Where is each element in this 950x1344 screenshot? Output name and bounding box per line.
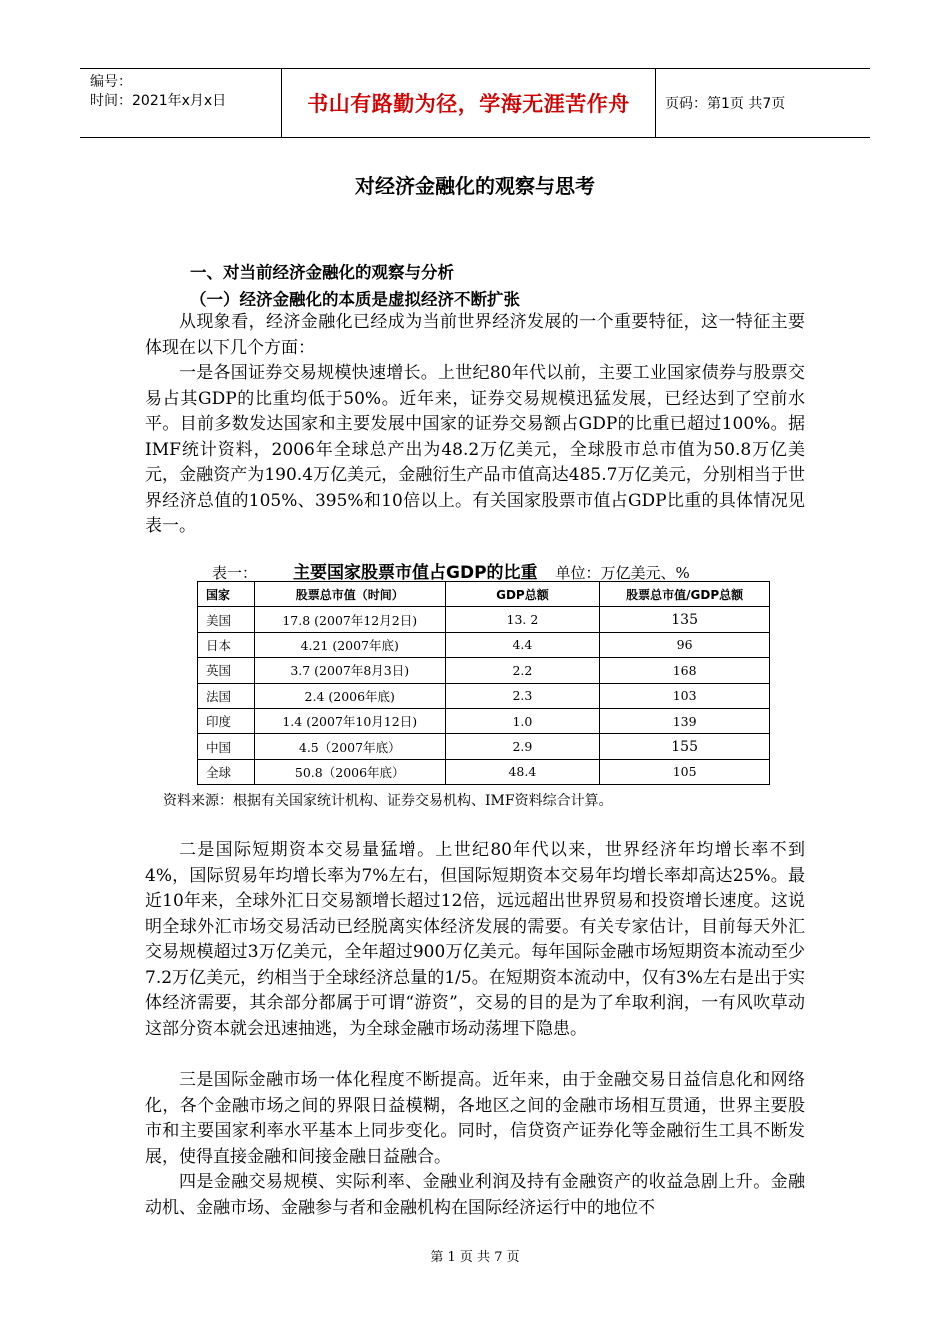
table-cell: 3.7 (2007年8月3日) <box>254 658 445 683</box>
data-table <box>197 581 770 785</box>
table-cell: 103 <box>600 683 770 708</box>
table-cell: 17.8 (2007年12月2日) <box>254 607 445 632</box>
section-heading: 一、对当前经济金融化的观察与分析 <box>190 263 454 282</box>
paragraph-point-1: 一是各国证券交易规模快速增长。上世纪80年代以前，主要工业国家债券与股票交易占其GDP的比重均低于50%。近年来，证券交易规模迅猛发展，已经达到了空前水平。目前多数发达国家和主要发展中国家的证券交易额占GDP的比重已超过100%。据IMF统计资料，2006年全球总产出为48.2万亿美元，全球股市总市值为50.8万亿美元，金融资产为190.4万亿美元，金融衍生产品市值高达485.7万亿美元，分别相当于世界经济总值的105%、395%和10倍以上。有关国家股票市值占GDP比重的具体情况见表一。 <box>145 363 805 536</box>
table-cell: 50.8（2006年底） <box>254 759 445 784</box>
header-meta <box>90 73 280 111</box>
table-row <box>198 759 770 784</box>
table-cell: 2.2 <box>445 658 600 683</box>
table-source: 资料来源：根据有关国家统计机构、证券交易机构、IMF资料综合计算。 <box>163 793 613 809</box>
table-label: 表一： <box>212 564 258 582</box>
table-cell: 印度 <box>198 708 255 733</box>
table-cell: 48.4 <box>445 759 600 784</box>
page-header <box>80 68 870 138</box>
subsection-heading: （一）经济金融化的本质是虚拟经济不断扩张 <box>190 290 520 309</box>
table-header-row <box>198 582 770 607</box>
paragraph-point-3: 三是国际金融市场一体化程度不断提高。近年来，由于金融交易日益信息化和网络化，各个金融市场之间的界限日益模糊，各地区之间的金融市场相互贯通，世界主要股市和主要国家利率水平基本上同步变化。同时，信贷资产证券化等金融衍生工具不断发展，使得直接金融和间接金融日益融合。 <box>145 1070 805 1167</box>
code-label: 编号： <box>90 74 132 90</box>
table-row <box>198 734 770 759</box>
table-cell: 英国 <box>198 658 255 683</box>
table-cell: 美国 <box>198 607 255 632</box>
table-caption <box>212 558 690 583</box>
table-cell: 2.4 (2006年底) <box>254 683 445 708</box>
table-row <box>198 607 770 632</box>
table-cell: 4.5（2007年底） <box>254 734 445 759</box>
paragraph-point-2: 二是国际短期资本交易量猛增。上世纪80年代以来，世界经济年均增长率不到4%，国际贸易年均增长率为7%左右，但国际短期资本交易年均增长率却高达25%。最近10年来，全球外汇日交易额增长超过12倍，远远超出世界贸易和投资增长速度。这说明全球外汇市场交易活动已经脱离实体经济发展的需要。有关专家估计，目前每天外汇交易规模超过3万亿美元，全年超过900万亿美元。每年国际金融市场短期资本流动至少7.2万亿美元，约相当于全球经济总量的1/5。在短期资本流动中，仅有3%左右是出于实体经济需要，其余部分都属于可谓“游资”，交易的目的是为了牟取利润，一有风吹草动这部分资本就会迅速抽逃，为全球金融市场动荡埋下隐患。 <box>145 840 805 1039</box>
table-cell: 法国 <box>198 683 255 708</box>
column-header: GDP总额 <box>445 582 600 607</box>
table-title: 主要国家股票市值占GDP的比重 <box>293 563 538 583</box>
table-cell: 1.4 (2007年10月12日) <box>254 708 445 733</box>
page-footer: 第 1 页 共 7 页 <box>430 1250 520 1265</box>
table-cell: 105 <box>600 759 770 784</box>
table-row <box>198 708 770 733</box>
table-cell: 139 <box>600 708 770 733</box>
table-unit: 单位：万亿美元、% <box>555 564 690 582</box>
table-row <box>198 683 770 708</box>
table-cell: 4.4 <box>445 632 600 657</box>
table-cell: 2.3 <box>445 683 600 708</box>
table-cell: 中国 <box>198 734 255 759</box>
column-header: 股票总市值/GDP总额 <box>600 582 770 607</box>
column-header: 股票总市值（时间） <box>254 582 445 607</box>
table-cell: 155 <box>600 734 770 759</box>
table-cell: 4.21 (2007年底) <box>254 632 445 657</box>
table-cell: 135 <box>600 607 770 632</box>
document-title: 对经济金融化的观察与思考 <box>355 174 595 198</box>
table-row <box>198 658 770 683</box>
table-cell: 全球 <box>198 759 255 784</box>
table-cell: 96 <box>600 632 770 657</box>
header-page-info: 页码：第1页 共7页 <box>665 96 786 112</box>
date-label: 时间：2021年x月x日 <box>90 93 227 109</box>
table-cell: 1.0 <box>445 708 600 733</box>
header-motto: 书山有路勤为径，学海无涯苦作舟 <box>281 69 656 137</box>
table-cell: 168 <box>600 658 770 683</box>
table-cell: 13. 2 <box>445 607 600 632</box>
paragraph-point-4: 四是金融交易规模、实际利率、金融业利润及持有金融资产的收益急剧上升。金融动机、金融市场、金融参与者和金融机构在国际经济运行中的地位不 <box>145 1172 805 1218</box>
table-row <box>198 632 770 657</box>
table-cell: 日本 <box>198 632 255 657</box>
column-header: 国家 <box>198 582 255 607</box>
paragraph-intro: 从现象看，经济金融化已经成为当前世界经济发展的一个重要特征，这一特征主要体现在以下几个方面： <box>145 312 805 358</box>
table-cell: 2.9 <box>445 734 600 759</box>
